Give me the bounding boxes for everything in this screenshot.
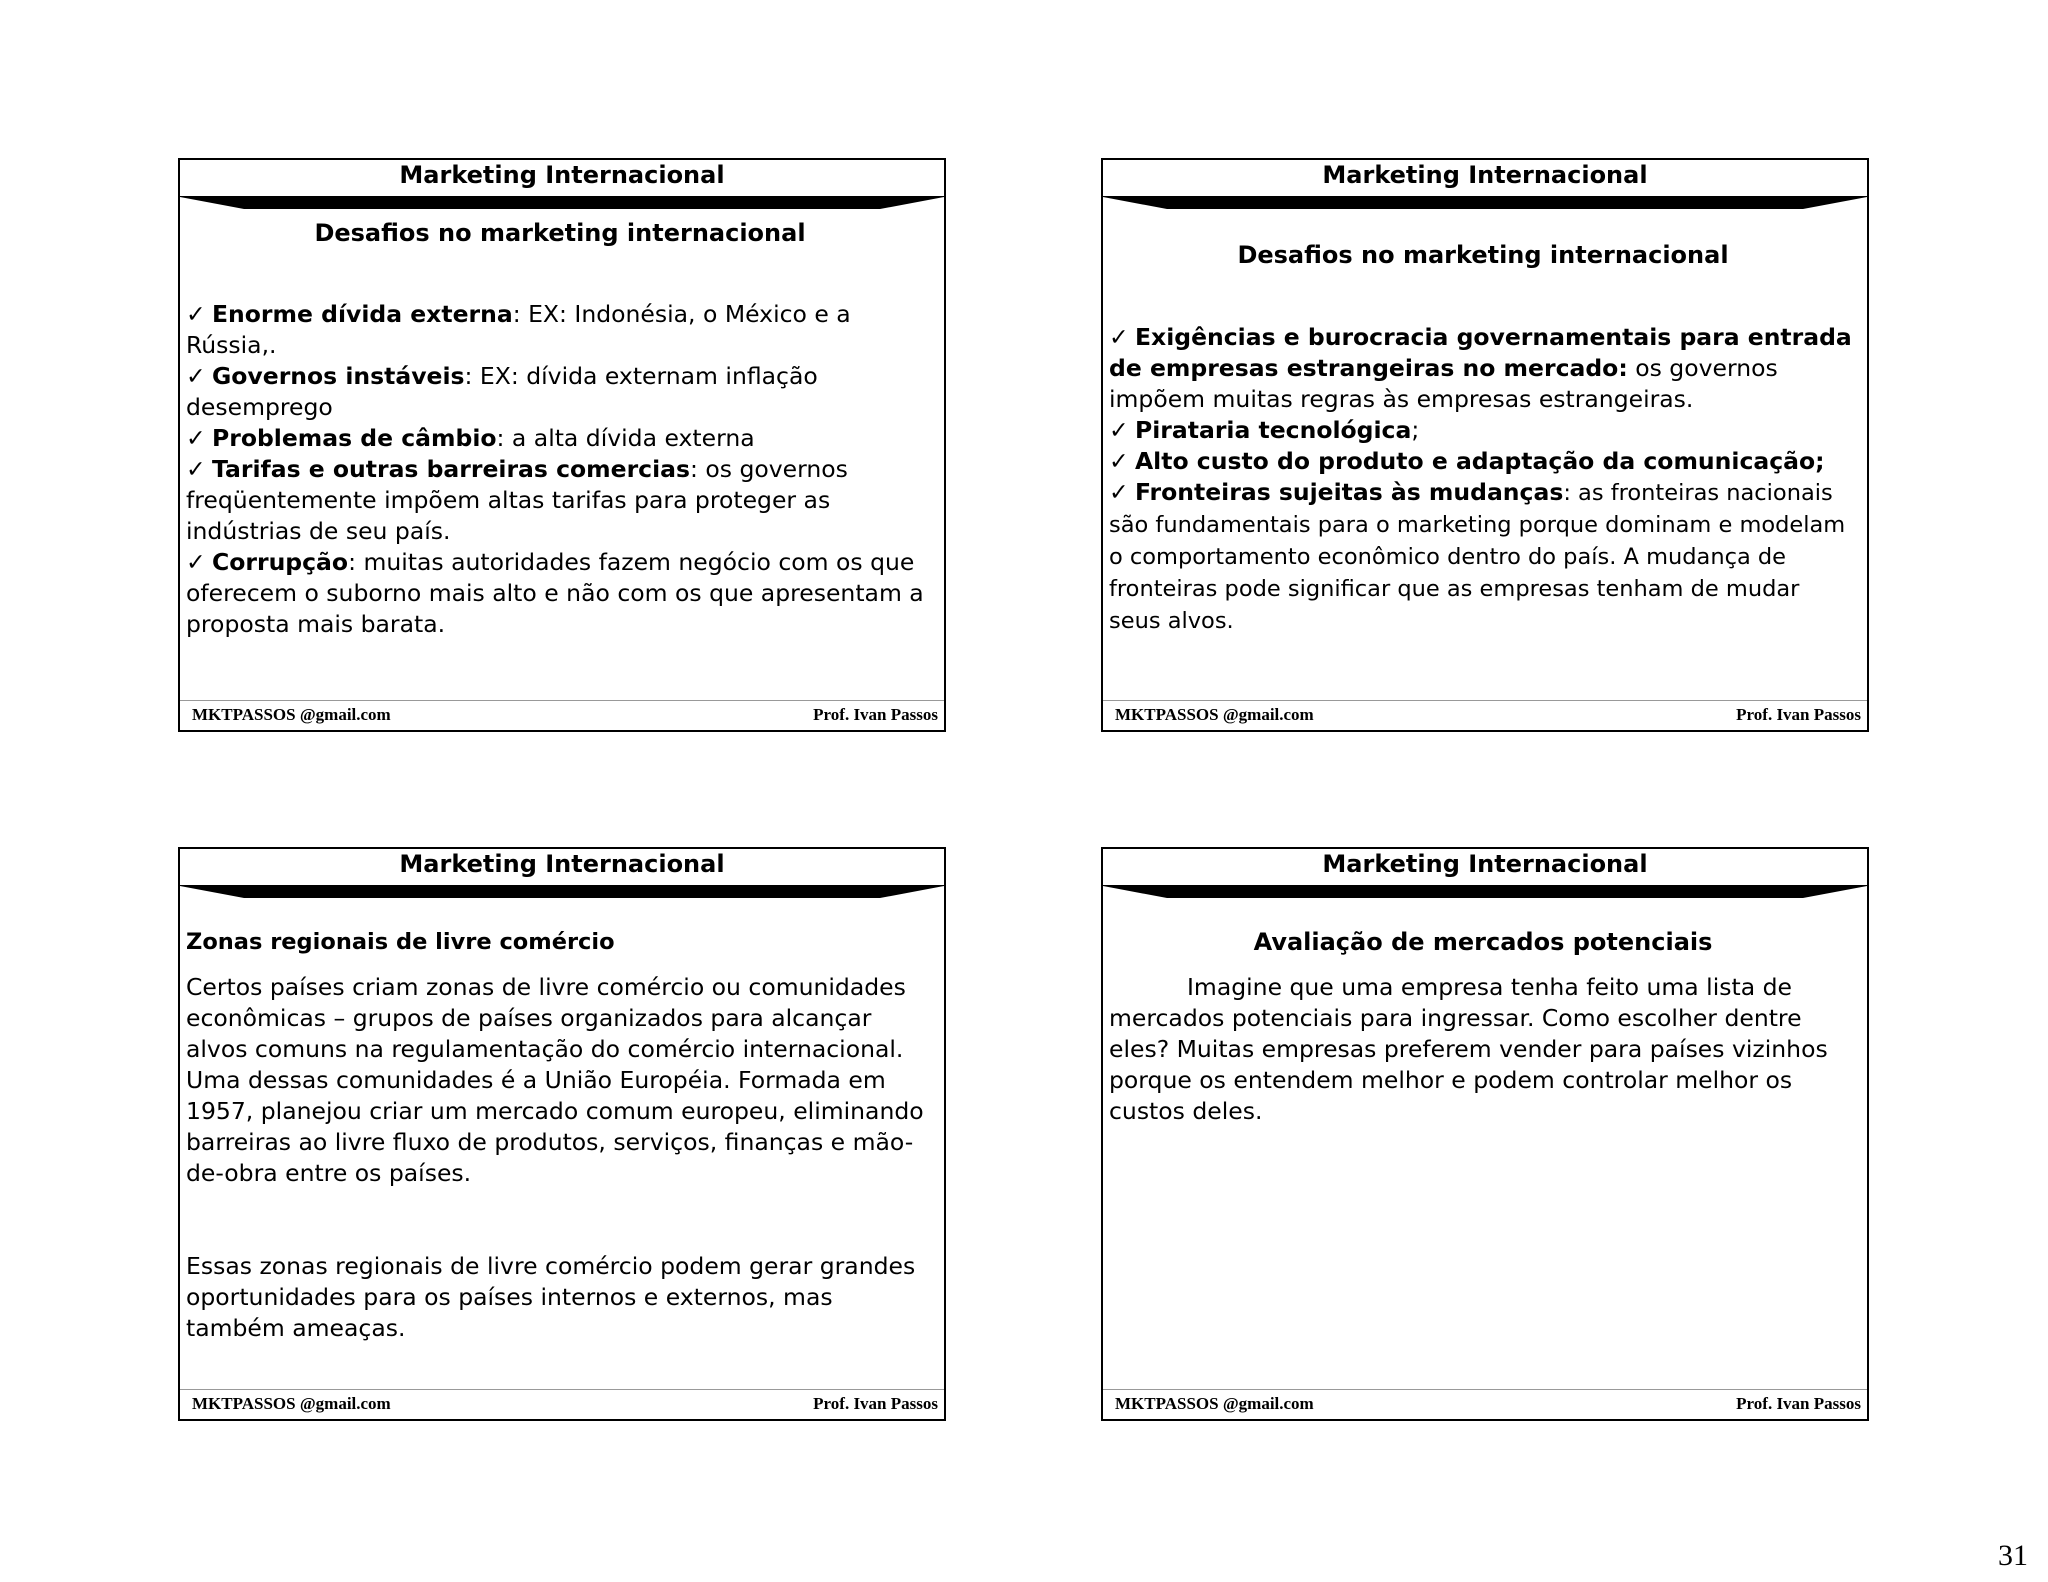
list-item: ✓ Exigências e burocracia governamentais para entrada de empresas estrangeiras no mercado: os governos impõem muitas regras às empresas estrangeiras. (1109, 323, 1852, 413)
check-icon: ✓ (186, 548, 206, 576)
footer-email: MKTPASSOS @gmail.com (1115, 1394, 1314, 1413)
list-item: ✓ Pirataria tecnológica; (1109, 416, 1420, 444)
list-item: ✓ Problemas de câmbio: a alta dívida externa (186, 424, 755, 452)
list-item: ✓ Alto custo do produto e adaptação da comunicação; (1109, 447, 1825, 475)
slide-header: Marketing Internacional (1322, 161, 1648, 189)
header-divider (180, 885, 944, 899)
header-divider (1103, 196, 1867, 210)
footer-author: Prof. Ivan Passos (813, 705, 938, 724)
slide-2 (1101, 158, 1869, 732)
slide-footer (1103, 1389, 1867, 1419)
footer-author: Prof. Ivan Passos (813, 1394, 938, 1413)
check-icon: ✓ (186, 424, 206, 452)
footer-email: MKTPASSOS @gmail.com (1115, 705, 1314, 724)
slide-body (1109, 210, 1857, 658)
slide-title: Desafios no marketing internacional (1237, 241, 1729, 269)
header-divider (1103, 885, 1867, 899)
slide-subtitle: Zonas regionais de livre comércio (186, 929, 615, 955)
check-icon: ✓ (186, 455, 206, 483)
footer-email: MKTPASSOS @gmail.com (192, 705, 391, 724)
paragraph: Imagine que uma empresa tenha feito uma lista de mercados potenciais para ingressar. Como escolher dentre eles? Muitas empresas preferem vender para países vizinhos porque os entendem melhor e podem controlar melhor os custos deles. (1109, 973, 1828, 1125)
slide-1 (178, 158, 946, 732)
paragraph: Certos países criam zonas de livre comércio ou comunidades econômicas – grupos de países organizados para alcançar alvos comuns na regulamentação do comércio internacional. Uma dessas comunidades é a União Européia. Formada em 1957, planejou criar um mercado comum europeu, eliminando barreiras ao livre fluxo de produtos, serviços, finanças e mão-de-obra entre os países. (186, 973, 924, 1187)
check-icon: ✓ (1109, 478, 1129, 506)
paragraph: Essas zonas regionais de livre comércio podem gerar grandes oportunidades para os países internos e externos, mas também ameaças. (186, 1252, 916, 1342)
check-icon: ✓ (186, 362, 206, 390)
slide-header: Marketing Internacional (399, 850, 725, 878)
slide-body (1109, 899, 1857, 1347)
list-item: ✓ Tarifas e outras barreiras comercias: os governos freqüentemente impõem altas tarifas para proteger as indústrias de seu país. (186, 455, 848, 545)
slide-3 (178, 847, 946, 1421)
slide-body (186, 210, 934, 658)
check-icon: ✓ (1109, 323, 1129, 351)
slide-title: Desafios no marketing internacional (314, 219, 806, 247)
check-icon: ✓ (1109, 447, 1129, 475)
footer-email: MKTPASSOS @gmail.com (192, 1394, 391, 1413)
header-divider (180, 196, 944, 210)
check-icon: ✓ (186, 300, 206, 328)
slide-footer (1103, 700, 1867, 730)
list-item: ✓ Fronteiras sujeitas às mudanças: as fronteiras nacionais são fundamentais para o marketing porque dominam e modelam o comportamento econômico dentro do país. A mudança de fronteiras pode significar que as empresas tenham de mudar seus alvos. (1109, 478, 1846, 634)
footer-author: Prof. Ivan Passos (1736, 1394, 1861, 1413)
slide-4 (1101, 847, 1869, 1421)
slide-footer (180, 1389, 944, 1419)
list-item: ✓ Corrupção: muitas autoridades fazem negócio com os que oferecem o suborno mais alto e não com os que apresentam a proposta mais barata. (186, 548, 924, 638)
slide-header: Marketing Internacional (399, 161, 725, 189)
check-icon: ✓ (1109, 416, 1129, 444)
footer-author: Prof. Ivan Passos (1736, 705, 1861, 724)
list-item: ✓ Enorme dívida externa: EX: Indonésia, o México e a Rússia,. (186, 300, 851, 359)
list-item: ✓ Governos instáveis: EX: dívida externam inflação desemprego (186, 362, 818, 421)
slide-footer (180, 700, 944, 730)
slide-title: Avaliação de mercados potenciais (1253, 928, 1713, 956)
slide-header: Marketing Internacional (1322, 850, 1648, 878)
slide-body (186, 899, 934, 1347)
page-number: 31 (1998, 1539, 2028, 1572)
